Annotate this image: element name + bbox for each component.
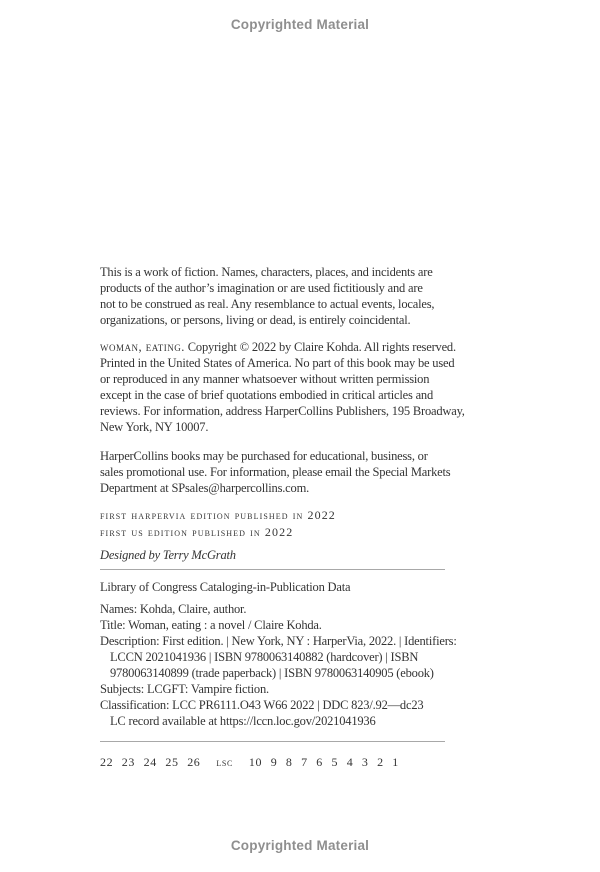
disclaimer-line: products of the author’s imagination or are used fictitiously and are <box>100 281 423 295</box>
fiction-disclaimer <box>100 264 520 328</box>
copyright-line: or reproduced in any manner whatsoever without written permission <box>100 372 430 386</box>
top-watermark: Copyrighted Material <box>230 17 370 32</box>
copyright-line: reviews. For information, address HarperCollins Publishers, 195 Broadway, <box>100 404 465 418</box>
copyright-line: Printed in the United States of America. No part of this book may be used <box>100 356 455 370</box>
cip-isbn-line: 9780063140899 (trade paperback) | ISBN 9780063140905 (ebook) <box>110 666 434 680</box>
copyright-line: New York, NY 10007. <box>100 420 209 434</box>
special-markets-line: sales promotional use. For information, please email the Special Markets <box>100 465 451 479</box>
printers-key-years: 22 23 24 25 26 <box>100 755 201 769</box>
printers-key-code: lsc <box>216 755 233 769</box>
special-markets-line: Department at SPsales@harpercollins.com. <box>100 481 310 495</box>
copyright-line-rest: Copyright © 2022 by Claire Kohda. All rights reserved. <box>184 340 456 354</box>
special-markets-notice <box>100 448 520 496</box>
cip-heading: Library of Congress Cataloging-in-Publication Data <box>100 580 351 594</box>
disclaimer-line: This is a work of fiction. Names, characters, places, and incidents are <box>100 265 433 279</box>
cip-isbn-line: LCCN 2021041936 | ISBN 9780063140882 (hardcover) | ISBN <box>110 650 419 664</box>
printers-key-numbers: 10 9 8 7 6 5 4 3 2 1 <box>248 755 399 769</box>
disclaimer-line: organizations, or persons, living or dead, is entirely coincidental. <box>100 313 411 327</box>
disclaimer-line: not to be construed as real. Any resemblance to actual events, locales, <box>100 297 435 311</box>
book-title-smallcaps: woman, eating. <box>100 340 185 354</box>
colophon-content <box>100 264 520 770</box>
bottom-watermark: Copyrighted Material <box>230 838 370 853</box>
copyright-line: except in the case of brief quotations embodied in critical articles and <box>100 388 434 402</box>
cip-names-line: Names: Kohda, Claire, author. <box>100 602 247 616</box>
copyright-notice <box>100 339 520 435</box>
cip-data <box>100 601 520 729</box>
edition-notices <box>100 507 520 540</box>
printers-key <box>100 754 520 770</box>
copyright-line <box>100 339 520 355</box>
divider-rule-bottom <box>100 741 445 742</box>
cip-description-line: Description: First edition. | New York, NY : HarperVia, 2022. | Identifiers: <box>100 634 457 648</box>
edition-notice-harpervia: first harpervia edition published in 2022 <box>100 508 336 522</box>
edition-notice-us: first us edition published in 2022 <box>100 524 294 539</box>
special-markets-line: HarperCollins books may be purchased for educational, business, or <box>100 449 428 463</box>
cip-classification-line: Classification: LCC PR6111.O43 W66 2022 | DDC 823/.92—dc23 <box>100 698 424 712</box>
divider-rule-top <box>100 569 445 570</box>
designer-credit: Designed by Terry McGrath <box>100 548 236 562</box>
cip-title-line: Title: Woman, eating : a novel / Claire Kohda. <box>100 618 322 632</box>
cip-lc-record-line: LC record available at https://lccn.loc.gov/2021041936 <box>110 714 376 728</box>
cip-subjects-line: Subjects: LCGFT: Vampire fiction. <box>100 682 269 696</box>
